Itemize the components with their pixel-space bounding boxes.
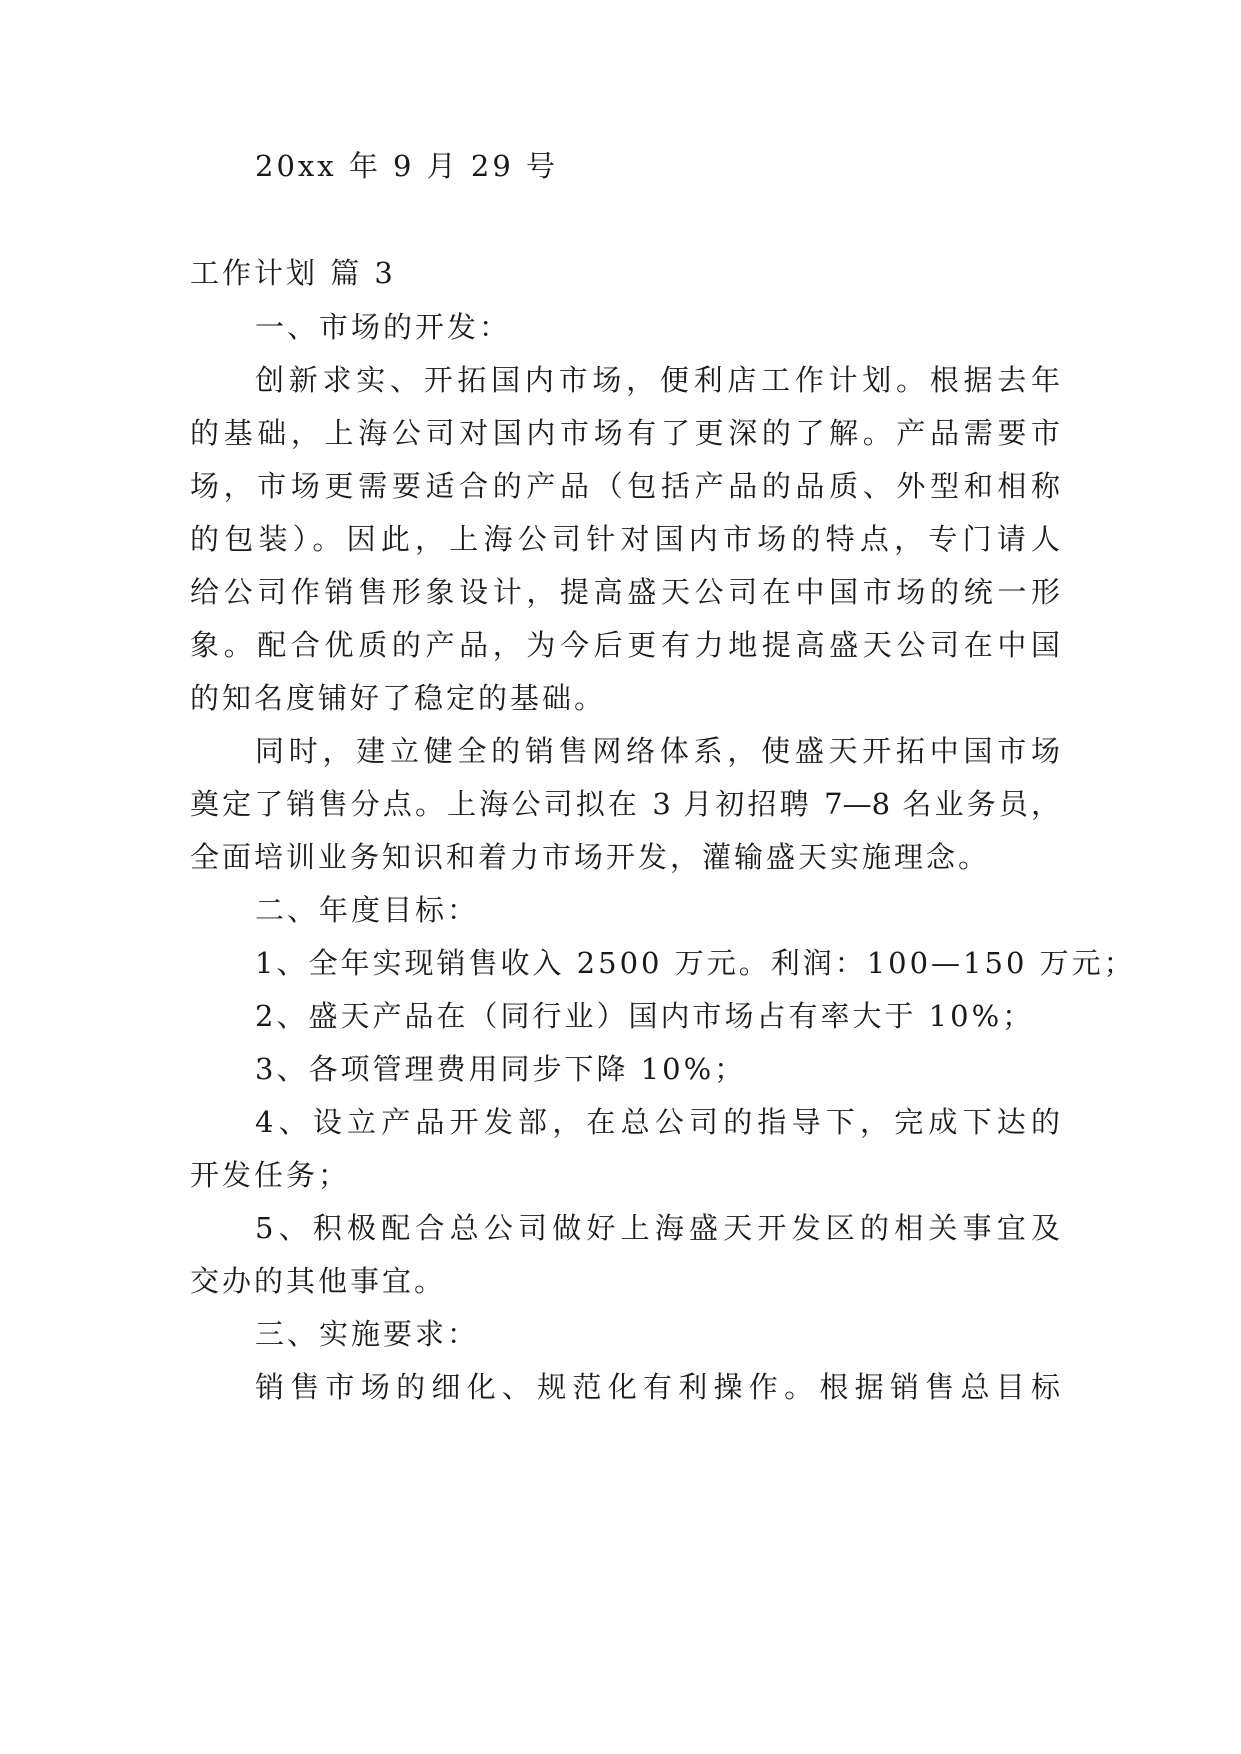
paragraph-line: 全面培训业务知识和着力市场开发，灌输盛天实施理念。: [190, 840, 991, 874]
goal-item-5-cont: 交办的其他事宜。: [190, 1264, 447, 1298]
goal-item-1: 1、全年实现销售收入 2500 万元。利润：100—150 万元；: [255, 946, 1136, 980]
paragraph-line: 的知名度铺好了稳定的基础。: [190, 681, 607, 715]
paragraph-line: 的包装）。因此，上海公司针对国内市场的特点，专门请人: [190, 522, 1060, 556]
paragraph-line: 销售市场的细化、规范化有利操作。根据销售总目标: [255, 1370, 1060, 1404]
heading-market-development: 一、市场的开发：: [255, 310, 512, 344]
heading-implementation: 三、实施要求：: [255, 1317, 480, 1351]
heading-annual-goals: 二、年度目标：: [255, 893, 480, 927]
paragraph-line: 场，市场更需要适合的产品（包括产品的品质、外型和相称: [190, 469, 1060, 503]
goal-item-4: 4、设立产品开发部，在总公司的指导下，完成下达的: [255, 1105, 1060, 1139]
goal-item-2: 2、盛天产品在（同行业）国内市场占有率大于 10%；: [255, 999, 1035, 1033]
goal-item-5: 5、积极配合总公司做好上海盛天开发区的相关事宜及: [255, 1211, 1060, 1245]
paragraph-line: 奠定了销售分点。上海公司拟在 3 月初招聘 7—8 名业务员，: [190, 787, 1060, 821]
paragraph-line: 创新求实、开拓国内市场，便利店工作计划。根据去年: [255, 363, 1060, 397]
goal-item-4-cont: 开发任务；: [190, 1158, 351, 1192]
paragraph-line: 同时，建立健全的销售网络体系，使盛天开拓中国市场: [255, 734, 1060, 768]
goal-item-3: 3、各项管理费用同步下降 10%；: [255, 1052, 747, 1086]
paragraph-line: 的基础，上海公司对国内市场有了更深的了解。产品需要市: [190, 416, 1060, 450]
date-line: 20xx 年 9 月 29 号: [255, 149, 559, 183]
paragraph-line: 给公司作销售形象设计，提高盛天公司在中国市场的统一形: [190, 575, 1060, 609]
section-title: 工作计划 篇 3: [190, 256, 396, 290]
paragraph-line: 象。配合优质的产品，为今后更有力地提高盛天公司在中国: [190, 628, 1060, 662]
